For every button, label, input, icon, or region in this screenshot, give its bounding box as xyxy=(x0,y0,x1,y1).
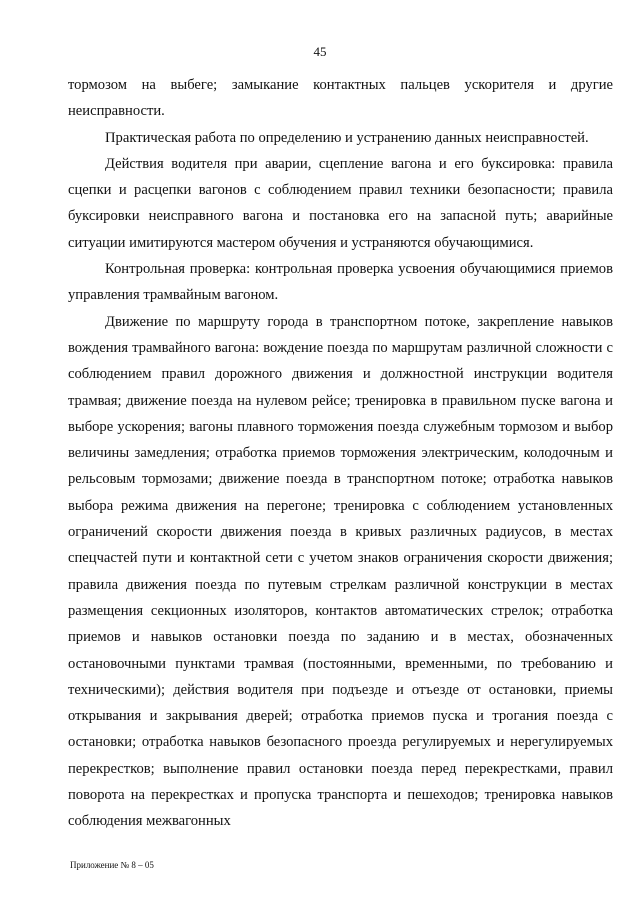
paragraph-route-driving: Движение по маршруту города в транспортном потоке, закрепление навыков вождения трамвайного вагона: вождение поезда по маршрутам различной сложности с соблюдением правил дорожного движения и должностной инструкции водителя трамвая; движение поезда на нулевом рейсе; тренировка в правильном пуске вагона и выборе ускорения; вагоны плавного торможения поезда служебным тормозом и выбор величины замедления; отработка приемов торможения электрическим, колодочным и рельсовым тормозами; движение поезда в транспортном потоке; отработка навыков выбора режима движения на перегоне; тренировка с соблюдением установленных ограничений скорости движения поезда в кривых различных радиусов, в местах спецчастей пути и контактной сети с учетом знаков ограничения скорости движения; правила движения поезда по путевым стрелкам различной конструкции в местах размещения секционных изоляторов, контактов автоматических стрелок; отработка приемов и навыков остановки поезда по заданию и в местах, обозначенных остановочными пунктами трамвая (постоянными, временными, по требованию и техническими); действия водителя при подъезде и отъезде от остановки, приемы открывания и закрывания дверей; отработка приемов пуска и трогания поезда с остановки; отработка навыков безопасного проезда регулируемых и нерегулируемых перекрестков; выполнение правил остановки поезда перед перекрестками, правил поворота на перекрестках и пропуска транспорта и пешеходов; тренировка навыков соблюдения межвагонных xyxy=(68,313,613,830)
paragraph-accident-actions: Действия водителя при аварии, сцепление вагона и его буксировка: правила сцепки и расцепки вагонов с соблюдением правил техники безопасности; правила буксировки неисправного вагона и постановка его на запасной путь; аварийные ситуации имитируются мастером обучения и устраняются обучающимися. xyxy=(68,155,613,251)
paragraph-control-check: Контрольная проверка: контрольная проверка усвоения обучающимися приемов управления трамвайным вагоном. xyxy=(68,261,613,304)
footer-annex-label: Приложение № 8 – 05 xyxy=(70,860,154,870)
body-text xyxy=(68,72,613,835)
paragraph-continuation: тормозом на выбеге; замыкание контактных пальцев ускорителя и другие неисправности. xyxy=(68,77,613,120)
page-number: 45 xyxy=(313,44,327,59)
paragraph-practical-work: Практическая работа по определению и устранению данных неисправностей. xyxy=(105,129,589,146)
